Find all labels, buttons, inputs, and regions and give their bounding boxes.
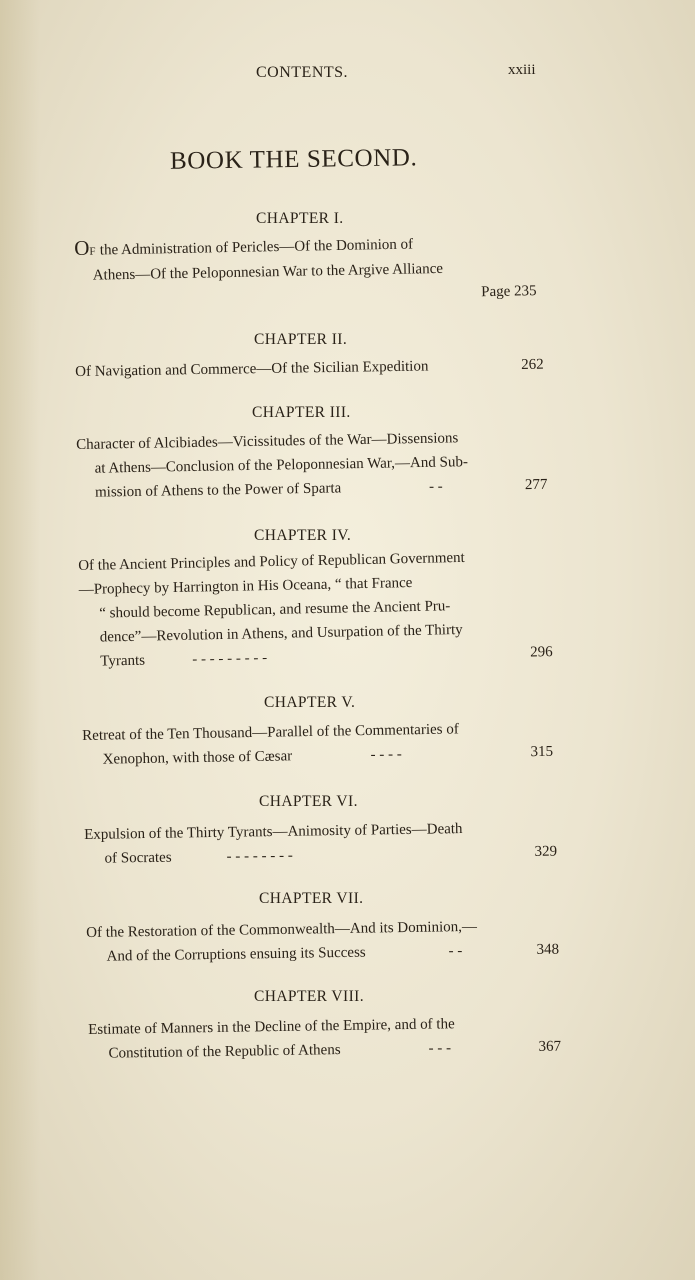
chapter-2-line-1	[75, 352, 553, 384]
binding-gutter-shadow	[0, 0, 40, 1280]
chapter-7-heading: CHAPTER VII.	[259, 890, 364, 907]
chapter-4-leader-dots: - - - - - - - - -	[192, 650, 268, 668]
chapter-4-line-3: “ should become Republican, and resume the Ancient Pru-	[99, 598, 451, 622]
chapter-3-entry	[76, 425, 557, 505]
chapter-7-page-ref: 348	[536, 941, 560, 958]
chapter-8-page-ref: 367	[538, 1038, 562, 1055]
chapter-1-entry	[74, 227, 553, 312]
chapter-3-line-1: Character of Alcibiades—Vicissitudes of the War—Dissensions	[76, 430, 459, 453]
chapter-6-entry	[84, 815, 565, 871]
chapter-5-leader-dots: - - - -	[370, 746, 402, 763]
chapter-3-line-2: at Athens—Conclusion of the Peloponnesian War,—And Sub-	[94, 454, 469, 477]
chapter-5-heading: CHAPTER V.	[264, 694, 356, 711]
chapter-6-leader-dots: - - - - - - - -	[226, 847, 293, 865]
chapter-3-heading: CHAPTER III.	[252, 404, 351, 421]
chapter-1-dropcap: O	[74, 235, 90, 260]
chapter-6-page-ref: 329	[534, 843, 558, 860]
chapter-5-entry	[82, 716, 561, 772]
chapter-3-leader-dots: - -	[428, 478, 443, 495]
chapter-4-line-2: —Prophecy by Harrington in His Oceana, “ that France	[78, 575, 413, 598]
running-header-title: CONTENTS.	[256, 64, 349, 81]
chapter-8-leader-dots: - - -	[428, 1040, 452, 1057]
chapter-2-entry	[75, 352, 553, 384]
chapter-8-entry	[88, 1010, 569, 1066]
chapter-8-heading: CHAPTER VIII.	[254, 988, 364, 1005]
chapter-4-line-4: dence”—Revolution in Athens, and Usurpation of the Thirty	[99, 621, 463, 646]
chapter-7-entry	[86, 913, 567, 969]
chapter-6-line-1: Expulsion of the Thirty Tyrants—Animosity of Parties—Death	[84, 821, 463, 843]
chapter-4-page-ref: 296	[529, 644, 553, 661]
chapter-7-line-1: Of the Restoration of the Commonwealth—And its Dominion,—	[86, 918, 478, 941]
chapter-6-heading: CHAPTER VI.	[259, 793, 358, 810]
chapter-5-line-1: Retreat of the Ten Thousand—Parallel of the Commentaries of	[82, 721, 459, 744]
chapter-1-smallcap: F	[89, 245, 97, 258]
running-header-page-number: xxiii	[508, 62, 536, 78]
book-title: BOOK THE SECOND.	[169, 144, 418, 175]
chapter-6-line-2-text: of Socrates	[104, 849, 172, 867]
chapter-1-page-ref: Page 235	[481, 283, 537, 301]
chapter-1-heading: CHAPTER I.	[256, 210, 344, 227]
chapter-4-entry	[78, 544, 562, 674]
chapter-4-line-5-text: Tyrants	[100, 652, 146, 670]
chapter-5-page-ref: 315	[530, 743, 554, 761]
chapter-7-line-2-text: And of the Corruptions ensuing its Success	[106, 944, 366, 965]
chapter-2-heading: CHAPTER II.	[254, 331, 348, 348]
chapter-8-line-1: Estimate of Manners in the Decline of the Empire, and of the	[88, 1016, 455, 1038]
chapter-4-heading: CHAPTER IV.	[254, 527, 352, 544]
chapter-1-line-2: Athens—Of the Peloponnesian War to the Argive Alliance	[92, 260, 444, 284]
chapter-2-line-1-text: Of Navigation and Commerce—Of the Sicilian Expedition	[75, 358, 429, 380]
chapter-1-line-1-text: the Administration of Pericles—Of the Dominion of	[95, 236, 414, 259]
chapter-4-line-1: Of the Ancient Principles and Policy of Republican Government	[78, 549, 465, 574]
chapter-5-line-2-text: Xenophon, with those of Cæsar	[102, 748, 293, 768]
chapter-8-line-2-text: Constitution of the Republic of Athens	[108, 1042, 341, 1062]
chapter-2-page-ref: 262	[521, 356, 544, 373]
chapter-3-page-ref: 277	[524, 476, 548, 494]
chapter-3-line-3-text: mission of Athens to the Power of Sparta	[94, 480, 342, 501]
chapter-7-leader-dots: - -	[448, 943, 463, 960]
